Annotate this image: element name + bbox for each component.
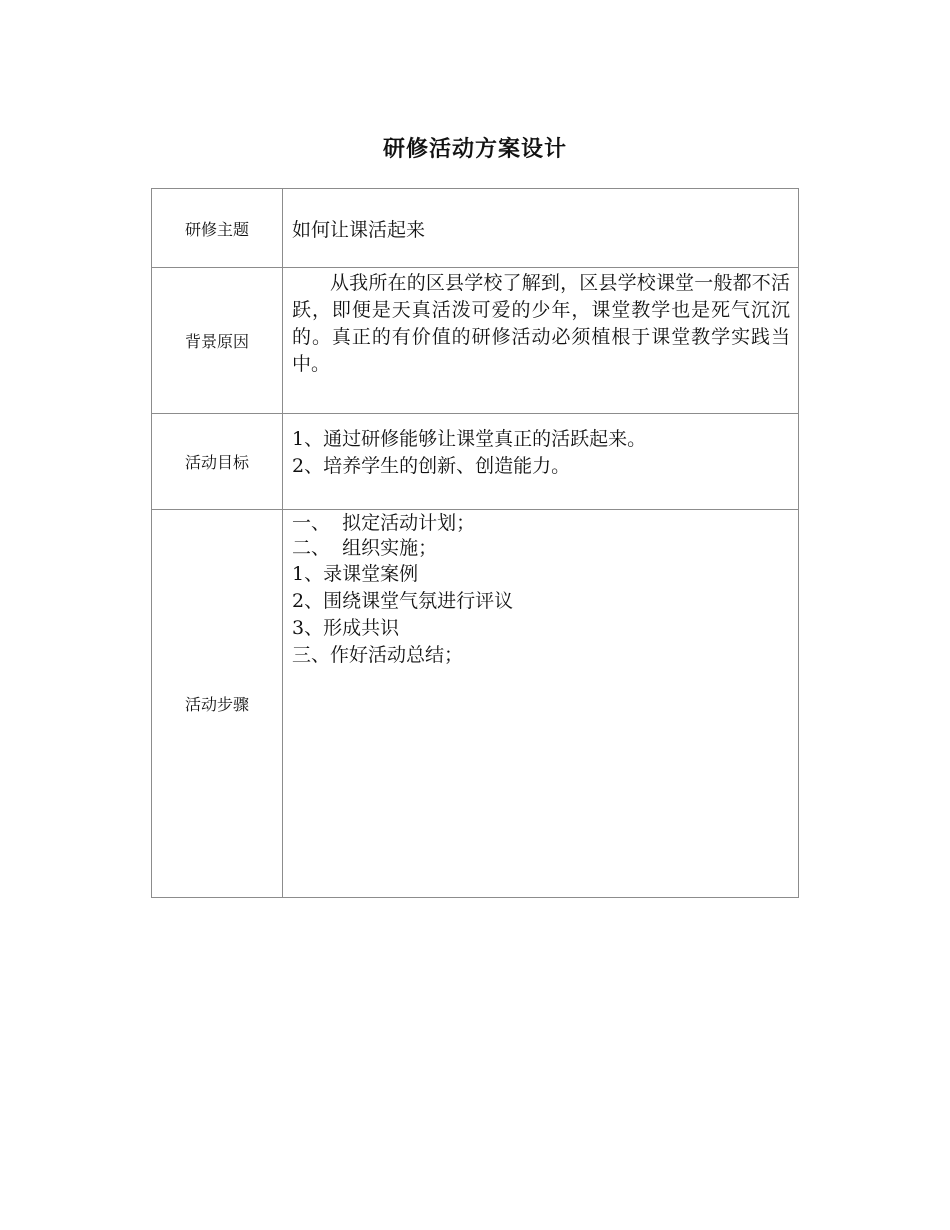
table-row-topic — [152, 189, 799, 268]
background-content: 从我所在的区县学校了解到，区县学校课堂一般都不活跃，即便是天真活泼可爱的少年，课堂教学也是死气沉沉的。真正的有价值的研修活动必须植根于课堂教学实践当中。 — [292, 272, 790, 375]
table-row-steps — [152, 510, 799, 898]
table-row-background — [152, 268, 799, 414]
table-row-goals — [152, 414, 799, 510]
step-item: 3、形成共识 — [292, 617, 400, 639]
steps-label: 活动步骤 — [152, 510, 283, 898]
document-title: 研修活动方案设计 — [382, 137, 567, 162]
step-item: 2、围绕课堂气氛进行评议 — [292, 590, 514, 612]
goal-item: 2、培养学生的创新、创造能力。 — [292, 455, 571, 477]
step-item: 三、作好活动总结； — [292, 644, 464, 666]
step-item: 二、 组织实施； — [292, 537, 438, 559]
plan-table — [151, 188, 799, 898]
goals-list — [292, 426, 790, 480]
goals-label: 活动目标 — [152, 414, 283, 510]
steps-list — [292, 511, 790, 669]
step-item: 1、录课堂案例 — [292, 563, 419, 585]
steps-content-cell — [283, 510, 799, 898]
background-label: 背景原因 — [152, 268, 283, 414]
step-item: 一、 拟定活动计划； — [292, 512, 476, 534]
background-content-cell — [283, 268, 799, 414]
topic-label: 研修主题 — [152, 189, 283, 268]
topic-content: 如何让课活起来 — [292, 219, 426, 241]
topic-content-cell — [283, 189, 799, 268]
goal-item: 1、通过研修能够让课堂真正的活跃起来。 — [292, 428, 647, 450]
goals-content-cell — [283, 414, 799, 510]
